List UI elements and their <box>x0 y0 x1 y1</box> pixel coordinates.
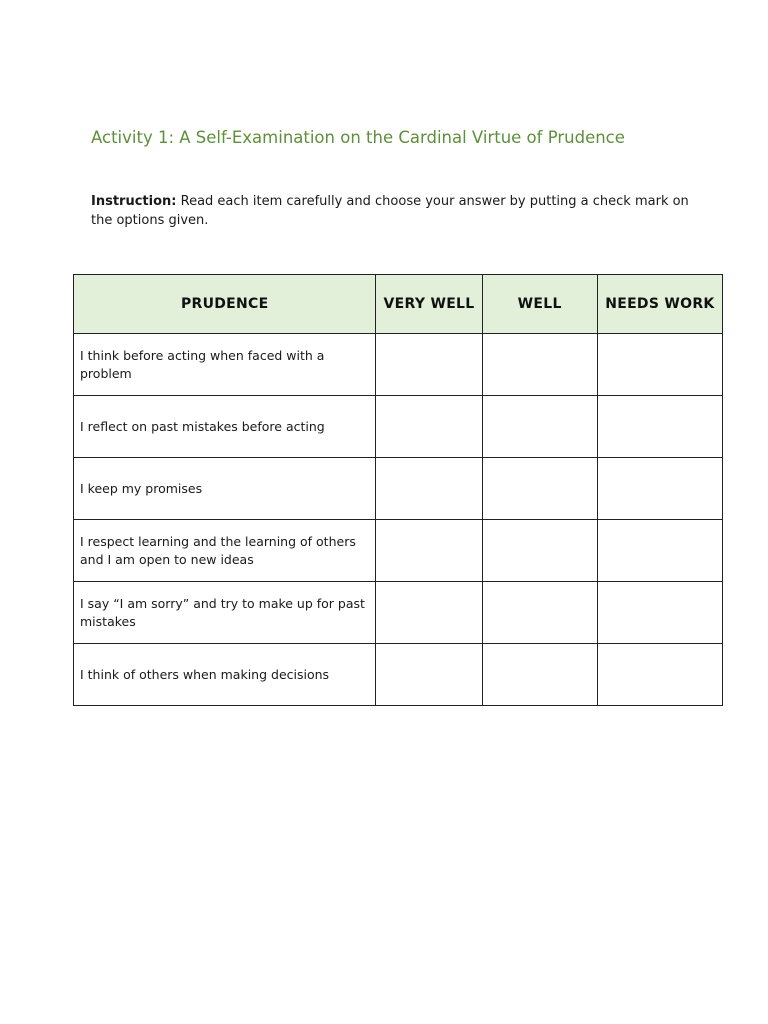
very-well-checkbox-cell[interactable] <box>376 520 482 582</box>
item-label: I respect learning and the learning of others and I am open to new ideas <box>74 520 376 582</box>
header-needs-work: NEEDS WORK <box>597 275 722 334</box>
very-well-checkbox-cell[interactable] <box>376 334 482 396</box>
item-label: I think of others when making decisions <box>74 644 376 706</box>
well-checkbox-cell[interactable] <box>482 396 597 458</box>
needs-work-checkbox-cell[interactable] <box>597 396 722 458</box>
well-checkbox-cell[interactable] <box>482 644 597 706</box>
prudence-rating-table <box>73 274 723 706</box>
header-prudence: PRUDENCE <box>74 275 376 334</box>
needs-work-checkbox-cell[interactable] <box>597 334 722 396</box>
well-checkbox-cell[interactable] <box>482 582 597 644</box>
item-label: I think before acting when faced with a problem <box>74 334 376 396</box>
very-well-checkbox-cell[interactable] <box>376 582 482 644</box>
table-row <box>74 458 723 520</box>
item-label: I reflect on past mistakes before acting <box>74 396 376 458</box>
needs-work-checkbox-cell[interactable] <box>597 520 722 582</box>
instruction-label: Instruction: <box>91 194 177 209</box>
very-well-checkbox-cell[interactable] <box>376 458 482 520</box>
needs-work-checkbox-cell[interactable] <box>597 582 722 644</box>
very-well-checkbox-cell[interactable] <box>376 396 482 458</box>
table-row <box>74 396 723 458</box>
table-row <box>74 334 723 396</box>
well-checkbox-cell[interactable] <box>482 458 597 520</box>
table-row <box>74 582 723 644</box>
instruction-text: Read each item carefully and choose your answer by putting a check mark on the options given. <box>91 194 689 228</box>
page-title: Activity 1: A Self-Examination on the Cardinal Virtue of Prudence <box>91 128 625 147</box>
instruction-paragraph <box>91 192 701 230</box>
table-header-row <box>74 275 723 334</box>
very-well-checkbox-cell[interactable] <box>376 644 482 706</box>
table-row <box>74 520 723 582</box>
item-label: I keep my promises <box>74 458 376 520</box>
needs-work-checkbox-cell[interactable] <box>597 644 722 706</box>
well-checkbox-cell[interactable] <box>482 334 597 396</box>
header-well: WELL <box>482 275 597 334</box>
header-very-well: VERY WELL <box>376 275 482 334</box>
needs-work-checkbox-cell[interactable] <box>597 458 722 520</box>
well-checkbox-cell[interactable] <box>482 520 597 582</box>
item-label: I say “I am sorry” and try to make up for past mistakes <box>74 582 376 644</box>
table-row <box>74 644 723 706</box>
